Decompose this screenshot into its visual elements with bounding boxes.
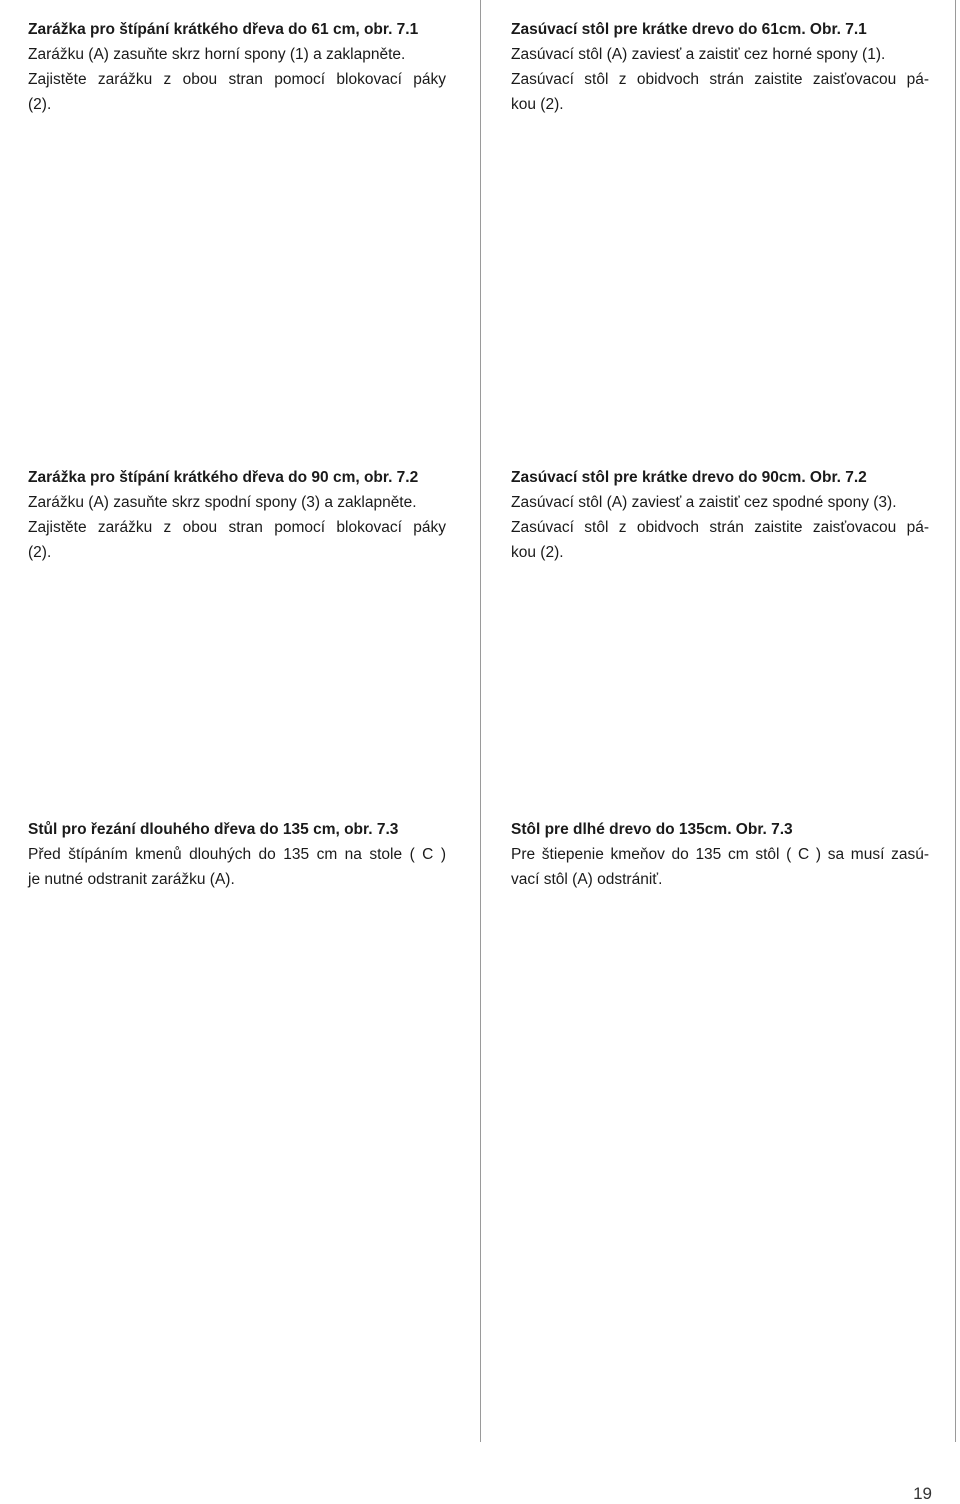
- section-cz-long-wood-135: [28, 817, 446, 892]
- column-divider: [480, 0, 481, 1442]
- section-sk-short-wood-61: [511, 17, 929, 117]
- section-text-line: (2).: [28, 96, 52, 113]
- section-text-line: Zasúvací stôl z obidvoch strán zaistite zaisťovacou pá-: [511, 71, 929, 88]
- section-text-line: Zasúvací stôl (A) zaviesť a zaistiť cez horné spony (1).: [511, 46, 886, 63]
- section-text-line: Zajistěte zarážku z obou stran pomocí blokovací páky: [28, 71, 446, 88]
- section-sk-long-wood-135: [511, 817, 929, 892]
- section-text-line: Před štípáním kmenů dlouhých do 135 cm na stole ( C ): [28, 846, 446, 863]
- section-title: Zasúvací stôl pre krátke drevo do 90cm. Obr. 7.2: [511, 469, 867, 486]
- section-text-line: Pre štiepenie kmeňov do 135 cm stôl ( C ) sa musí zasú-: [511, 846, 929, 863]
- section-text-line: Zasúvací stôl (A) zaviesť a zaistiť cez spodné spony (3).: [511, 494, 897, 511]
- section-title: Zarážka pro štípání krátkého dřeva do 90 cm, obr. 7.2: [28, 469, 419, 486]
- section-title: Zarážka pro štípání krátkého dřeva do 61 cm, obr. 7.1: [28, 21, 419, 38]
- section-title: Stůl pro řezání dlouhého dřeva do 135 cm, obr. 7.3: [28, 821, 399, 838]
- section-text-line: je nutné odstranit zarážku (A).: [28, 871, 235, 888]
- section-cz-short-wood-90: [28, 465, 446, 565]
- section-text-line: kou (2).: [511, 96, 564, 113]
- section-text-line: Zasúvací stôl z obidvoch strán zaistite zaisťovacou pá-: [511, 519, 929, 536]
- section-text-line: vací stôl (A) odstrániť.: [511, 871, 663, 888]
- section-title: Zasúvací stôl pre krátke drevo do 61cm. Obr. 7.1: [511, 21, 867, 38]
- section-text-line: Zajistěte zarážku z obou stran pomocí blokovací páky: [28, 519, 446, 536]
- page-edge-line: [955, 0, 956, 1442]
- section-sk-short-wood-90: [511, 465, 929, 565]
- section-title: Stôl pre dlhé drevo do 135cm. Obr. 7.3: [511, 821, 793, 838]
- section-text-line: Zarážku (A) zasuňte skrz spodní spony (3) a zaklapněte.: [28, 494, 417, 511]
- section-text-line: (2).: [28, 544, 52, 561]
- section-cz-short-wood-61: [28, 17, 446, 117]
- section-text-line: kou (2).: [511, 544, 564, 561]
- page-number: 19: [913, 1484, 932, 1503]
- section-text-line: Zarážku (A) zasuňte skrz horní spony (1) a zaklapněte.: [28, 46, 406, 63]
